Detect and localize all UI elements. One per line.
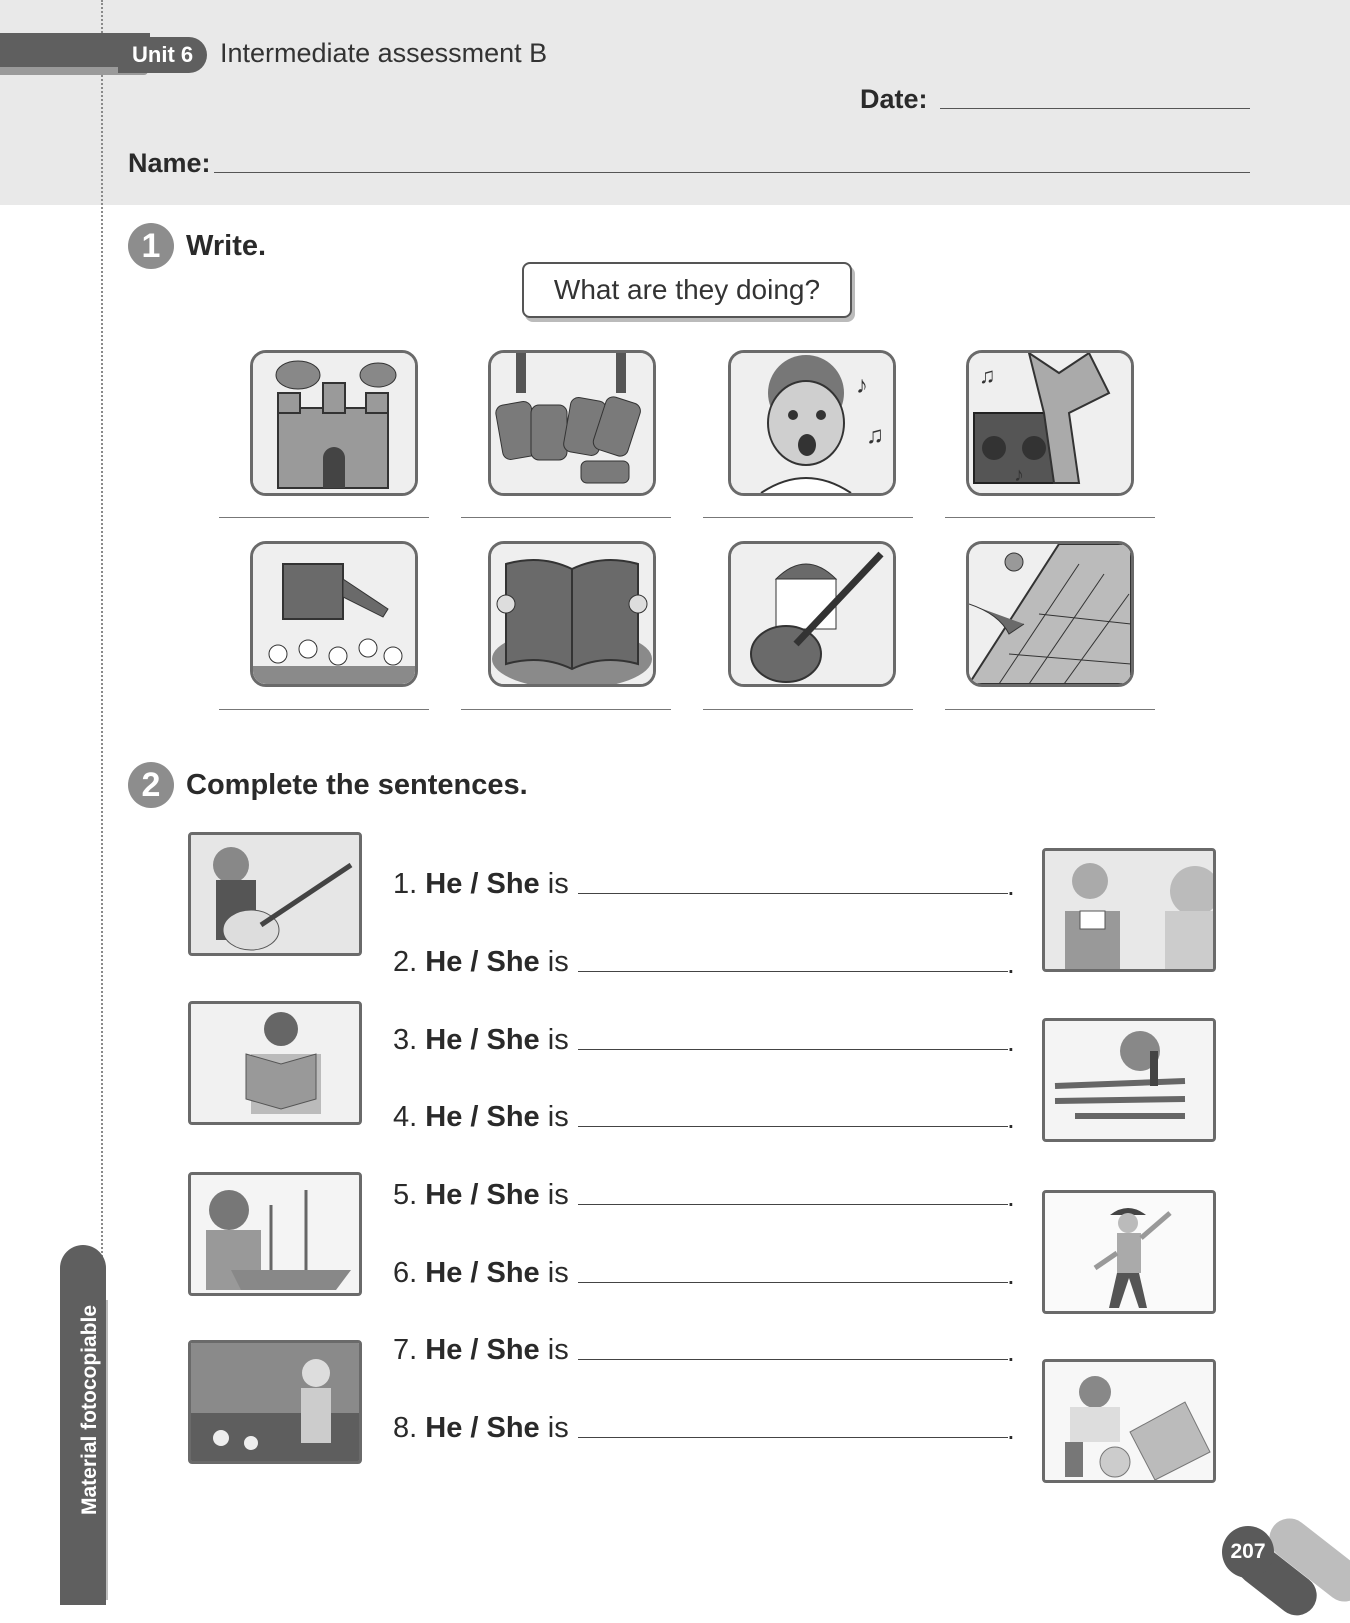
sentence-5-end: . (1007, 1181, 1015, 1212)
answer-line-8[interactable] (945, 709, 1155, 710)
jigsaw-puzzle-icon (966, 541, 1134, 687)
answer-line-4[interactable] (945, 517, 1155, 518)
answer-line-5[interactable] (219, 709, 429, 710)
sentence-5-blank[interactable] (578, 1204, 1008, 1205)
sentence-4: 4. He / She is (393, 1101, 569, 1133)
guitar-player-icon (728, 541, 896, 687)
answer-line-2[interactable] (461, 517, 671, 518)
sentence-6-blank[interactable] (578, 1282, 1008, 1283)
sentence-3-end: . (1007, 1026, 1015, 1057)
name-field[interactable] (214, 172, 1250, 173)
exercise-2-number: 2 (128, 762, 174, 808)
sentence-8: 8. He / She is (393, 1412, 569, 1444)
boy-model-boat-photo (188, 1172, 362, 1296)
sentence-7-blank[interactable] (578, 1359, 1008, 1360)
sentence-1-end: . (1007, 870, 1015, 901)
sentence-5: 5. He / She is (393, 1179, 569, 1211)
answer-line-3[interactable] (703, 517, 913, 518)
svg-text:♪: ♪ (856, 372, 868, 399)
sentence-8-blank[interactable] (578, 1437, 1008, 1438)
sentence-6: 6. He / She is (393, 1257, 569, 1289)
exercise-1-number: 1 (128, 223, 174, 269)
page-number: 207 (1222, 1526, 1274, 1578)
side-tab-label: Material fotocopiable (78, 1304, 101, 1516)
sentence-2: 2. He / She is (393, 946, 569, 978)
svg-text:♪: ♪ (1014, 464, 1024, 486)
svg-text:♫: ♫ (866, 422, 884, 449)
answer-line-7[interactable] (703, 709, 913, 710)
sentence-1: 1. He / She is (393, 868, 569, 900)
sentence-2-end: . (1007, 948, 1015, 979)
answer-line-1[interactable] (219, 517, 429, 518)
answer-line-6[interactable] (461, 709, 671, 710)
sentence-4-end: . (1007, 1103, 1015, 1134)
date-label: Date: (860, 84, 928, 114)
sentence-1-blank[interactable] (578, 893, 1008, 894)
sentence-2-blank[interactable] (578, 971, 1008, 972)
exercise-2-instruction: Complete the sentences. (186, 769, 528, 801)
question-box: What are they doing? (522, 262, 852, 318)
boy-reading-photo (188, 1001, 362, 1125)
watering-flowers-icon (250, 541, 418, 687)
sentence-3-blank[interactable] (578, 1049, 1008, 1050)
unit-label: Unit 6 (118, 37, 207, 73)
girl-cards-photo (1042, 848, 1216, 972)
name-label: Name: (128, 148, 211, 178)
girl-gardening-photo (188, 1340, 362, 1464)
boy-singing-photo (1042, 1018, 1216, 1142)
page-title: Intermediate assessment B (220, 38, 548, 68)
dancing-icon (966, 350, 1134, 496)
girl-guitar-photo (188, 832, 362, 956)
sentence-7: 7. He / She is (393, 1334, 569, 1366)
boy-dancing-photo (1042, 1190, 1216, 1314)
date-field[interactable] (940, 108, 1250, 109)
sentence-4-blank[interactable] (578, 1126, 1008, 1127)
reading-book-icon (488, 541, 656, 687)
dominoes-icon (488, 350, 656, 496)
singing-boy-icon (728, 350, 896, 496)
svg-text:♫: ♫ (979, 363, 996, 388)
exercise-1-instruction: Write. (186, 230, 267, 262)
sentence-7-end: . (1007, 1336, 1015, 1367)
boy-puzzle-photo (1042, 1359, 1216, 1483)
sandcastle-icon (250, 350, 418, 496)
sentence-6-end: . (1007, 1259, 1015, 1290)
sentence-8-end: . (1007, 1414, 1015, 1445)
sentence-3: 3. He / She is (393, 1024, 569, 1056)
